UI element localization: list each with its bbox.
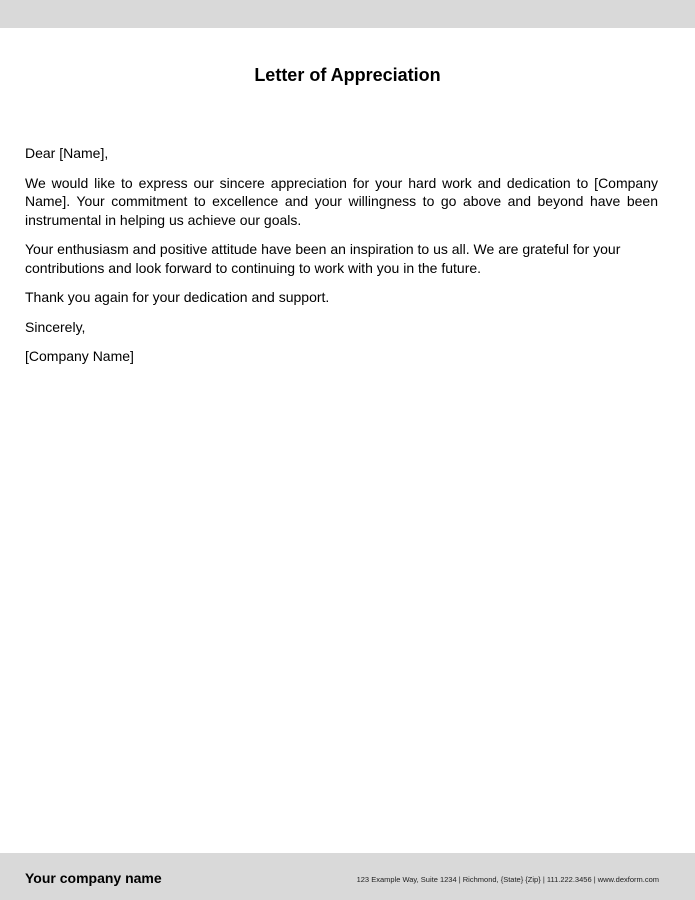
signature: [Company Name] [25, 348, 134, 364]
footer-address: 123 Example Way, Suite 1234 | Richmond, {State} {Zip} | 111.222.3456 | www.dexform.com [356, 875, 659, 884]
paragraph-thanks: Thank you again for your dedication and support. [25, 289, 330, 305]
letter-title: Letter of Appreciation [254, 65, 441, 85]
paragraph-appreciation: We would like to express our sincere appreciation for your hard work and dedication to [Company Name]. Your commitment to excellence and your willingness to go above and beyond have been instrumental in helping us achieve our goals. [25, 174, 658, 228]
salutation: Dear [Name], [25, 145, 109, 161]
footer-band [0, 853, 695, 900]
footer-company-name: Your company name [25, 870, 162, 886]
paragraph-enthusiasm: Your enthusiasm and positive attitude have been an inspiration to us all. We are grateful for your contributions and look forward to continuing to work with you in the future. [25, 241, 621, 276]
closing: Sincerely, [25, 318, 86, 335]
header-band [0, 0, 695, 28]
letter-body [25, 144, 658, 377]
